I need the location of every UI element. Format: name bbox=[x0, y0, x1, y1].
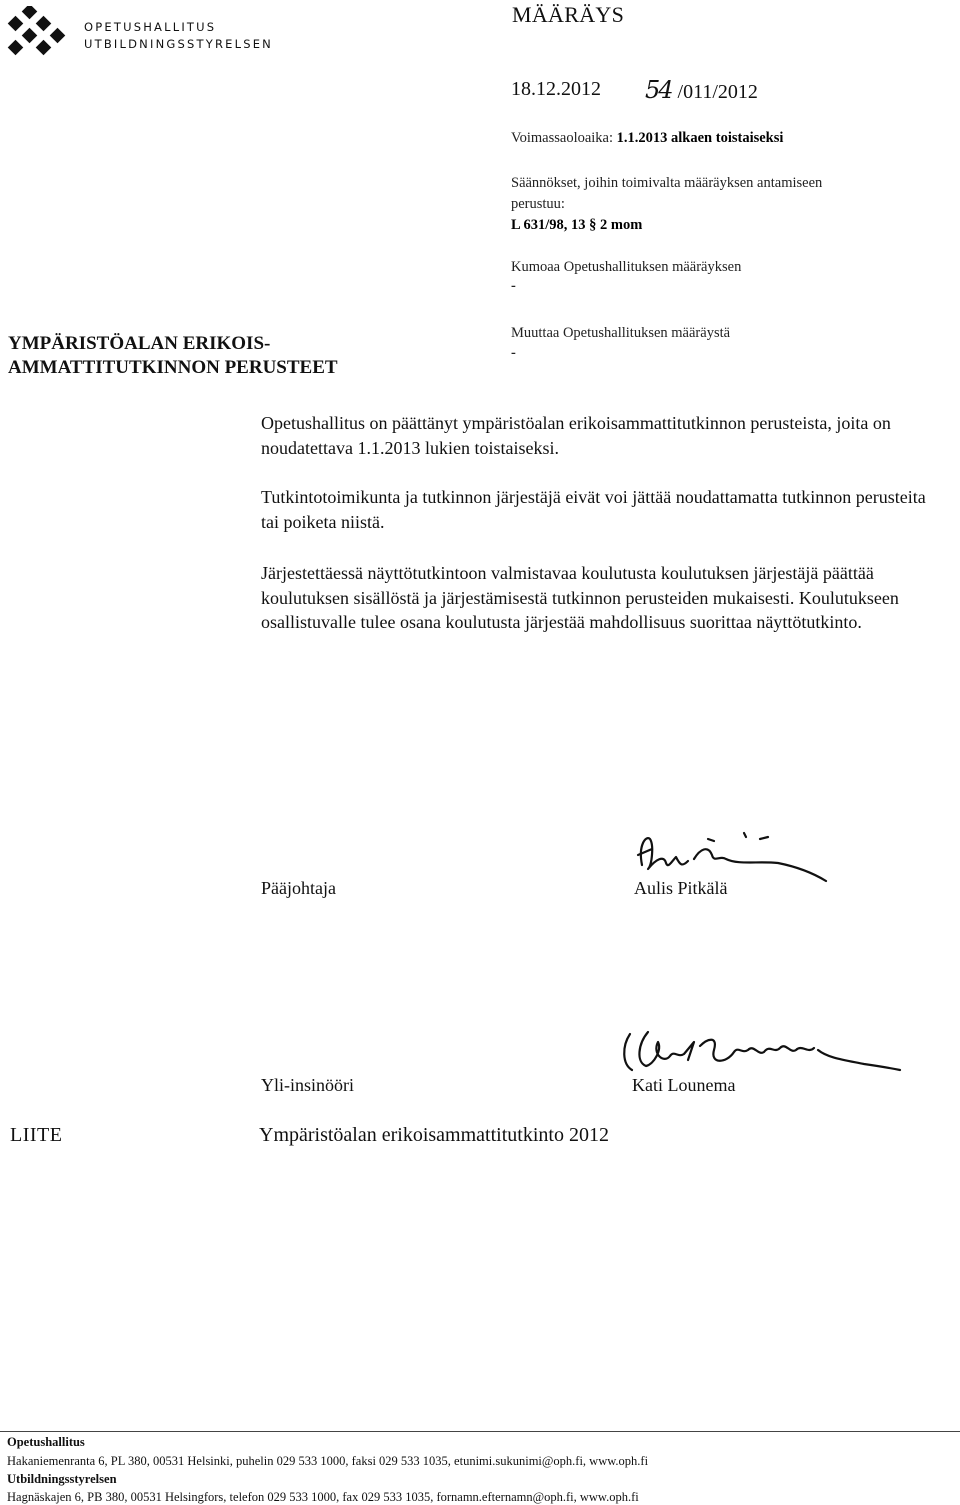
body-paragraph-1: Opetushallitus on päättänyt ympäristöalan erikoisammattitutkinnon perusteista, joita on noudatettava 1.1.2013 lukien toistaiseksi. bbox=[261, 413, 891, 458]
validity-value: 1.1.2013 alkaen toistaiseksi bbox=[616, 130, 784, 146]
regulation-title bbox=[8, 332, 438, 380]
repeals-label: Kumoaa Opetushallituksen määräyksen bbox=[511, 259, 742, 275]
footer-address-fi: Hakaniemenranta 6, PL 380, 00531 Helsinki, puhelin 029 533 1000, faksi 029 533 1035, etunimi.sukunimi@oph.fi, www.oph.fi bbox=[7, 1454, 649, 1468]
basis-law bbox=[511, 217, 642, 234]
validity bbox=[511, 130, 783, 147]
validity-label: Voimassaoloaika: bbox=[511, 130, 614, 146]
repeals-value: - bbox=[511, 278, 516, 294]
document-type: MÄÄRÄYS bbox=[512, 2, 625, 27]
footer-org-sv: Utbildningsstyrelsen bbox=[7, 1472, 117, 1486]
register-number-handwritten: 54 bbox=[645, 76, 672, 104]
basis-line1: Säännökset, joihin toimivalta määräyksen antamiseen bbox=[511, 175, 823, 191]
signatory-1-name: Aulis Pitkälä bbox=[634, 878, 728, 898]
document-date: 18.12.2012 bbox=[511, 78, 601, 100]
footer-address-sv: Hagnäskajen 6, PB 380, 00531 Helsingfors, telefon 029 533 1000, fax 029 533 1035, fornamn.efternamn@oph.fi, www.oph.fi bbox=[7, 1490, 639, 1504]
basis-law-text: L 631/98, 13 § 2 mom bbox=[511, 217, 643, 233]
body-paragraph-3: Järjestettäessä näyttötutkintoon valmistavaa koulutusta koulutuksen järjestäjä päättää koulutuksen sisällöstä ja järjestämisestä tutkinnon perusteiden mukaisesti. Koulutukseen osallistuvalle tulee osana koulutusta järjestää mahdollisuus suorittaa näyttötutkinto. bbox=[261, 563, 899, 632]
regulation-title-line2: AMMATTITUTKINNON PERUSTEET bbox=[8, 357, 338, 378]
org-name-fi: OPETUSHALLITUS bbox=[84, 20, 217, 34]
amends-label: Muuttaa Opetushallituksen määräystä bbox=[511, 325, 731, 341]
org-name-sv: UTBILDNINGSSTYRELSEN bbox=[84, 37, 273, 51]
basis-line2: perustuu: bbox=[511, 196, 565, 212]
register-number-suffix: /011/2012 bbox=[677, 81, 758, 103]
signatory-1-role: Pääjohtaja bbox=[261, 878, 336, 898]
attachment-label: LIITE bbox=[10, 1124, 63, 1146]
signatory-2-name: Kati Lounema bbox=[632, 1075, 736, 1095]
amends-value: - bbox=[511, 345, 516, 361]
signature-1-icon bbox=[628, 825, 838, 895]
oph-logo-icon bbox=[6, 6, 82, 64]
footer-org-fi: Opetushallitus bbox=[7, 1435, 85, 1449]
attachment-text: Ympäristöalan erikoisammattitutkinto 2012 bbox=[259, 1124, 609, 1146]
regulation-title-line1: YMPÄRISTÖALAN ERIKOIS- bbox=[8, 333, 271, 354]
signature-2-icon bbox=[618, 1020, 908, 1086]
body-paragraph-2: Tutkintotoimikunta ja tutkinnon järjestäjä eivät voi jättää noudattamatta tutkinnon perusteita tai poiketa niistä. bbox=[261, 487, 926, 532]
footer-divider bbox=[0, 1431, 960, 1432]
register-number bbox=[645, 76, 758, 104]
signatory-2-role: Yli-insinööri bbox=[261, 1075, 354, 1095]
